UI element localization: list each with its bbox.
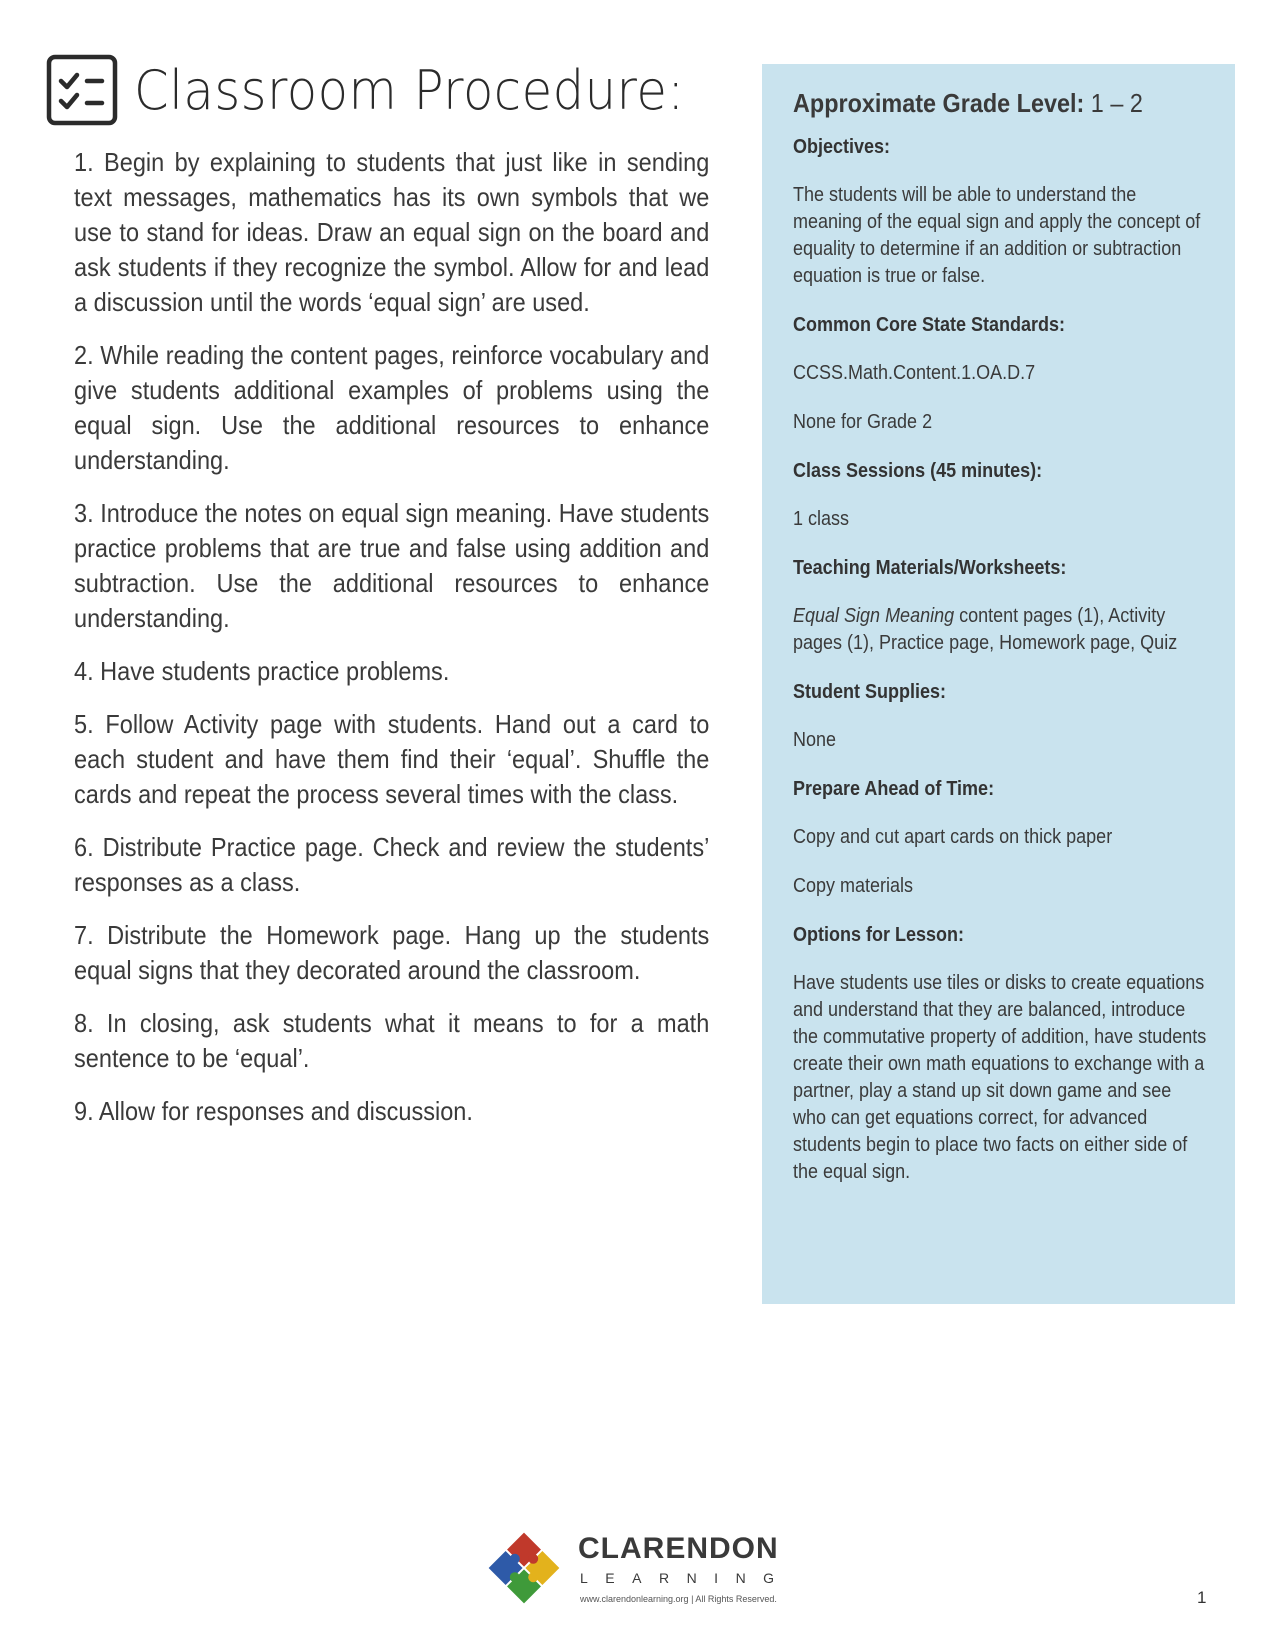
procedure-step-7: 7. Distribute the Homework page. Hang up the students equal signs that they decorated around the classroom. <box>74 920 710 985</box>
lesson-info-panel <box>762 64 1235 1304</box>
prepare-item-1: Copy and cut apart cards on thick paper <box>793 826 1113 848</box>
sessions-heading: Class Sessions (45 minutes): <box>793 460 1043 482</box>
options-heading: Options for Lesson: <box>793 924 964 946</box>
standards-heading: Common Core State Standards: <box>793 314 1066 336</box>
standard-grade-2: None for Grade 2 <box>793 411 933 433</box>
procedure-step-8: 8. In closing, ask students what it means to for a math sentence to be ‘equal’. <box>74 1008 710 1073</box>
logo-subtitle: LEARNING <box>580 1570 792 1586</box>
page-title: Classroom Procedure: <box>134 58 685 122</box>
supplies-text: None <box>793 729 837 751</box>
grade-level <box>793 86 1209 120</box>
page-number: 1 <box>1197 1588 1207 1607</box>
materials-text <box>793 603 1209 657</box>
standard-grade-1: CCSS.Math.Content.1.OA.D.7 <box>793 362 1036 384</box>
objectives-text: The students will be able to understand the meaning of the equal sign and apply the concept of equality to determine if an addition or subtraction equation is true or false. <box>793 184 1201 287</box>
procedure-step-4: 4. Have students practice problems. <box>74 656 450 686</box>
logo-url: www.clarendonlearning.org | All Rights Reserved. <box>580 1594 777 1604</box>
materials-title: Equal Sign Meaning <box>793 605 955 627</box>
grade-level-value: 1 – 2 <box>1090 88 1143 118</box>
clarendon-logo <box>484 1528 794 1610</box>
materials-heading: Teaching Materials/Worksheets: <box>793 557 1067 579</box>
checklist-icon <box>46 54 118 126</box>
procedure-step-5: 5. Follow Activity page with students. Hand out a card to each student and have them find their ‘equal’. Shuffle the cards and repeat the process several times with the class. <box>74 709 710 809</box>
prepare-item-2: Copy materials <box>793 875 914 897</box>
sessions-text: 1 class <box>793 508 850 530</box>
procedure-step-3: 3. Introduce the notes on equal sign meaning. Have students practice problems that are true and false using addition and subtraction. Use the additional resources to enhance understanding. <box>74 498 710 633</box>
procedure-step-1: 1. Begin by explaining to students that just like in sending text messages, mathematics has its own symbols that we use to stand for ideas. Draw an equal sign on the board and ask students if they recognize the symbol. Allow for and lead a discussion until the words ‘equal sign’ are used. <box>74 147 710 317</box>
procedure-step-6: 6. Distribute Practice page. Check and review the students’ responses as a class. <box>74 832 710 897</box>
options-text: Have students use tiles or disks to create equations and understand that they are balanced, introduce the commutative property of addition, have students create their own math equations to exchange with a partner, play a stand up sit down game and see who can get equations correct, for advanced students begin to place two facts on either side of the equal sign. <box>793 972 1207 1183</box>
prepare-heading: Prepare Ahead of Time: <box>793 778 995 800</box>
logo-wordmark: CLARENDON <box>578 1532 779 1565</box>
procedure-steps <box>74 145 709 1147</box>
procedure-step-9: 9. Allow for responses and discussion. <box>74 1096 473 1126</box>
grade-level-label: Approximate Grade Level: <box>793 88 1085 118</box>
materials-list: content pages (1), Activity pages (1), Practice page, Homework page, Quiz <box>793 605 1178 654</box>
supplies-heading: Student Supplies: <box>793 681 946 703</box>
procedure-step-2: 2. While reading the content pages, reinforce vocabulary and give students additional examples of problems using the equal sign. Use the additional resources to enhance understanding. <box>74 340 710 475</box>
page-header <box>46 50 732 130</box>
puzzle-logo-icon <box>484 1528 564 1608</box>
objectives-heading: Objectives: <box>793 136 891 158</box>
